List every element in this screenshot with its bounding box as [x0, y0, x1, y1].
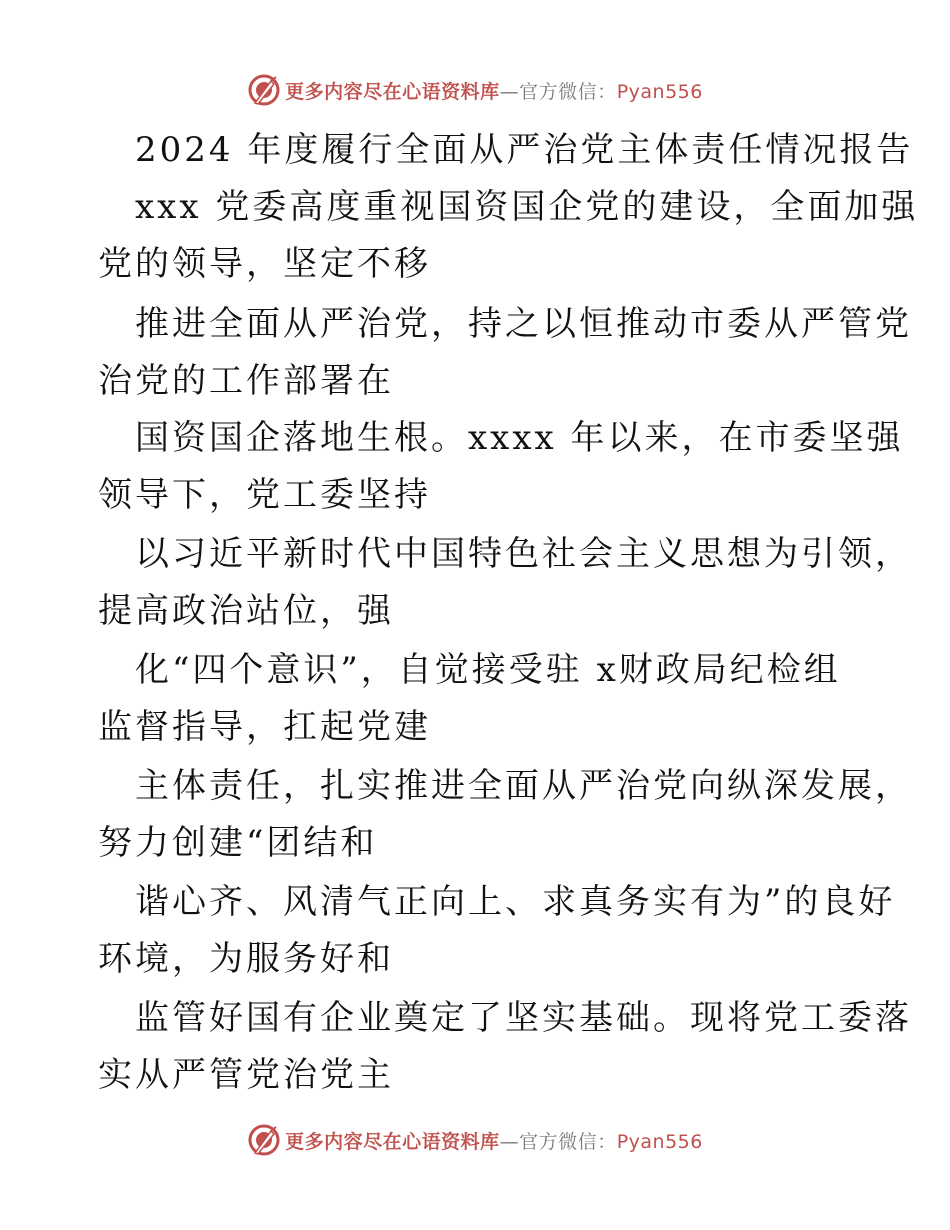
- paragraph-line: 努力创建“团结和: [98, 823, 378, 863]
- paragraph-line: 监管好国有企业奠定了坚实基础。现将党工委落: [135, 998, 912, 1038]
- quill-logo-icon: [247, 73, 281, 107]
- paragraph-line: 化“四个意识”，自觉接受驻 x财政局纪检组: [135, 650, 841, 690]
- paragraph-line: 主体责任，扎实推进全面从严治党向纵深发展，: [135, 766, 912, 806]
- header-banner: [0, 70, 950, 110]
- banner-wechat-id: Pyan556: [616, 1130, 703, 1153]
- banner-official-label: 官方微信：: [519, 1130, 617, 1153]
- paragraph-line: 以习近平新时代中国特色社会主义思想为引领，: [135, 534, 912, 574]
- paragraph-line: 监督指导，扛起党建: [98, 707, 431, 747]
- paragraph-line: 实从严管党治党主: [98, 1055, 394, 1095]
- footer-banner: [0, 1120, 950, 1160]
- paragraph-line: 环境，为服务好和: [98, 939, 394, 979]
- header-banner-text: [285, 77, 703, 104]
- paragraph-line: 国资国企落地生根。xxxx 年以来，在市委坚强: [135, 418, 904, 458]
- banner-official-label: 官方微信：: [519, 80, 617, 103]
- paragraph-line: 提高政治站位，强: [98, 591, 394, 631]
- banner-dash: —: [499, 80, 520, 103]
- paragraph-line: 推进全面从严治党，持之以恒推动市委从严管党: [135, 304, 912, 344]
- quill-logo-icon: [247, 1123, 281, 1157]
- footer-banner-text: [285, 1127, 703, 1154]
- banner-wechat-id: Pyan556: [616, 80, 703, 103]
- paragraph-line: 党的领导，坚定不移: [98, 244, 431, 284]
- paragraph-line: 谐心齐、风清气正向上、求真务实有为”的良好: [135, 882, 896, 922]
- document-title: 2024 年度履行全面从严治党主体责任情况报告: [135, 130, 914, 170]
- paragraph-line: 治党的工作部署在: [98, 361, 394, 401]
- paragraph-line: 领导下，党工委坚持: [98, 475, 431, 515]
- banner-dash: —: [499, 1130, 520, 1153]
- paragraph-line: xxx 党委高度重视国资国企党的建设，全面加强: [135, 187, 919, 227]
- banner-slogan: 更多内容尽在心语资料库: [285, 80, 500, 103]
- banner-slogan: 更多内容尽在心语资料库: [285, 1130, 500, 1153]
